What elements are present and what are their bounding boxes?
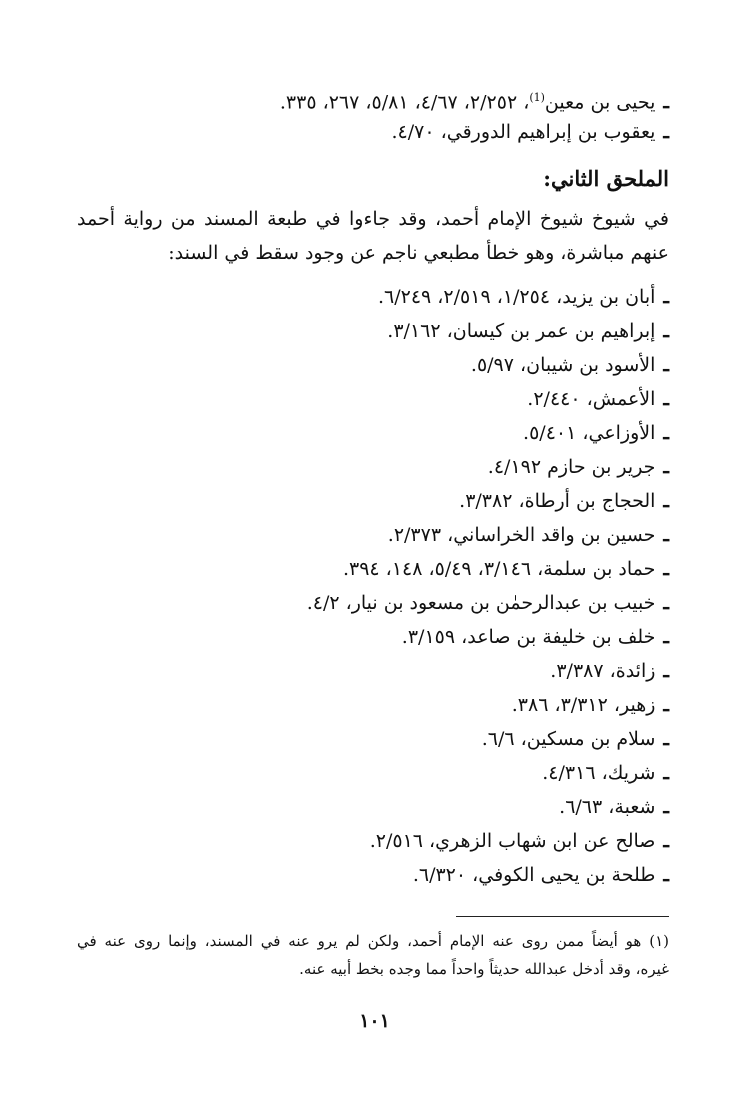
bullet-dash: ـ [663,626,669,648]
page-number: ١٠١ [359,1010,390,1032]
footnote-line-2: غيره، وقد أدخل عبدالله حديثاً واحداً مما وجده بخط أبيه عنه. [299,960,669,978]
list-item [550,657,669,685]
list-item [482,725,669,753]
entry-text: شعبة، ٦/٦٣. [559,796,656,818]
bullet-dash: ـ [663,490,669,512]
entry-text: يحيى بن معين [544,91,656,114]
list-item [387,317,669,345]
bullet-dash: ـ [663,456,669,478]
entry-text: طلحة بن يحيى الكوفي، ٦/٣٢٠. [412,864,656,886]
bullet-dash: ـ [663,694,669,716]
list-item-top-1 [280,84,669,116]
entry-text: الأسود بن شيبان، ٥/٩٧. [470,354,656,376]
entry-text: سلام بن مسكين، ٦/٦. [481,728,656,750]
list-item [523,419,669,447]
bullet-dash: ـ [663,796,669,818]
bullet-dash: ـ [663,422,669,444]
entry-text: الأوزاعي، ٥/٤٠١. [523,422,656,444]
entry-text: شريك، ٤/٣١٦. [542,762,656,784]
section-heading: الملحق الثاني: [543,166,669,191]
entry-text: خلف بن خليفة بن صاعد، ٣/١٥٩. [401,626,656,648]
entry-text: صالح عن ابن شهاب الزهري، ٢/٥١٦. [369,830,656,852]
entry-text: زائدة، ٣/٣٨٧. [550,660,656,682]
intro-line-2: عنهم مباشرة، وهو خطأ مطبعي ناجم عن وجود سقط في السند: [168,242,669,264]
bullet-dash: ـ [663,320,669,342]
entry-text: أبان بن يزيد، ١/٢٥٤، ٢/٥١٩، ٦/٢٤٩. [377,286,656,308]
entry-text: جرير بن حازم ٤/١٩٢. [487,456,656,478]
bullet-dash: ـ [663,660,669,682]
list-item [527,385,669,413]
entry-text: حسين بن واقد الخراساني، ٢/٣٧٣. [387,524,656,546]
list-item [471,351,669,379]
bullet-dash: ـ [663,91,669,114]
entry-text: الأعمش، ٢/٤٤٠. [527,388,656,410]
footnote-reference[interactable]: (1) [529,91,545,104]
list-item [378,283,669,311]
list-item [559,793,669,821]
bullet-dash: ـ [663,830,669,852]
bullet-dash: ـ [663,592,669,614]
bullet-dash: ـ [663,524,669,546]
list-item [542,759,669,787]
entry-text: حماد بن سلمة، ٣/١٤٦، ٥/٤٩، ١٤٨، ٣٩٤. [342,558,656,580]
intro-line-1: في شيوخ شيوخ الإمام أحمد، وقد جاءوا في طبعة المسند من رواية أحمد [77,208,669,230]
bullet-dash: ـ [663,121,669,143]
list-item [488,453,669,481]
entry-text: إبراهيم بن عمر بن كيسان، ٣/١٦٢. [387,320,656,342]
entry-text: الحجاج بن أرطاة، ٣/٣٨٢. [459,490,656,512]
bullet-dash: ـ [663,354,669,376]
bullet-dash: ـ [663,388,669,410]
list-item [370,827,669,855]
entry-text: خبيب بن عبدالرحمٰن بن مسعود بن نيار، ٤/٢. [306,592,656,614]
bullet-dash: ـ [663,558,669,580]
list-item [307,589,669,617]
bullet-dash: ـ [663,864,669,886]
footnote-line-1: (١) هو أيضاً ممن روى عنه الإمام أحمد، ولكن لم يرو عنه في المسند، وإنما روى عنه في [77,932,669,950]
list-item [388,521,669,549]
entry-text: زهير، ٣/٣١٢، ٣٨٦. [511,694,656,716]
bullet-dash: ـ [663,762,669,784]
list-item-top-2 [391,118,669,146]
footnote-divider [456,916,669,917]
bullet-dash: ـ [663,286,669,308]
entry-text: يعقوب بن إبراهيم الدورقي، ٤/٧٠. [391,121,656,143]
list-item [512,691,669,719]
list-item [459,487,669,515]
list-item [402,623,669,651]
bullet-dash: ـ [663,728,669,750]
list-item [343,555,669,583]
entry-references: ، ٢/٢٥٢، ٤/٦٧، ٥/٨١، ٢٦٧، ٣٣٥. [279,91,530,114]
list-item [413,861,669,889]
